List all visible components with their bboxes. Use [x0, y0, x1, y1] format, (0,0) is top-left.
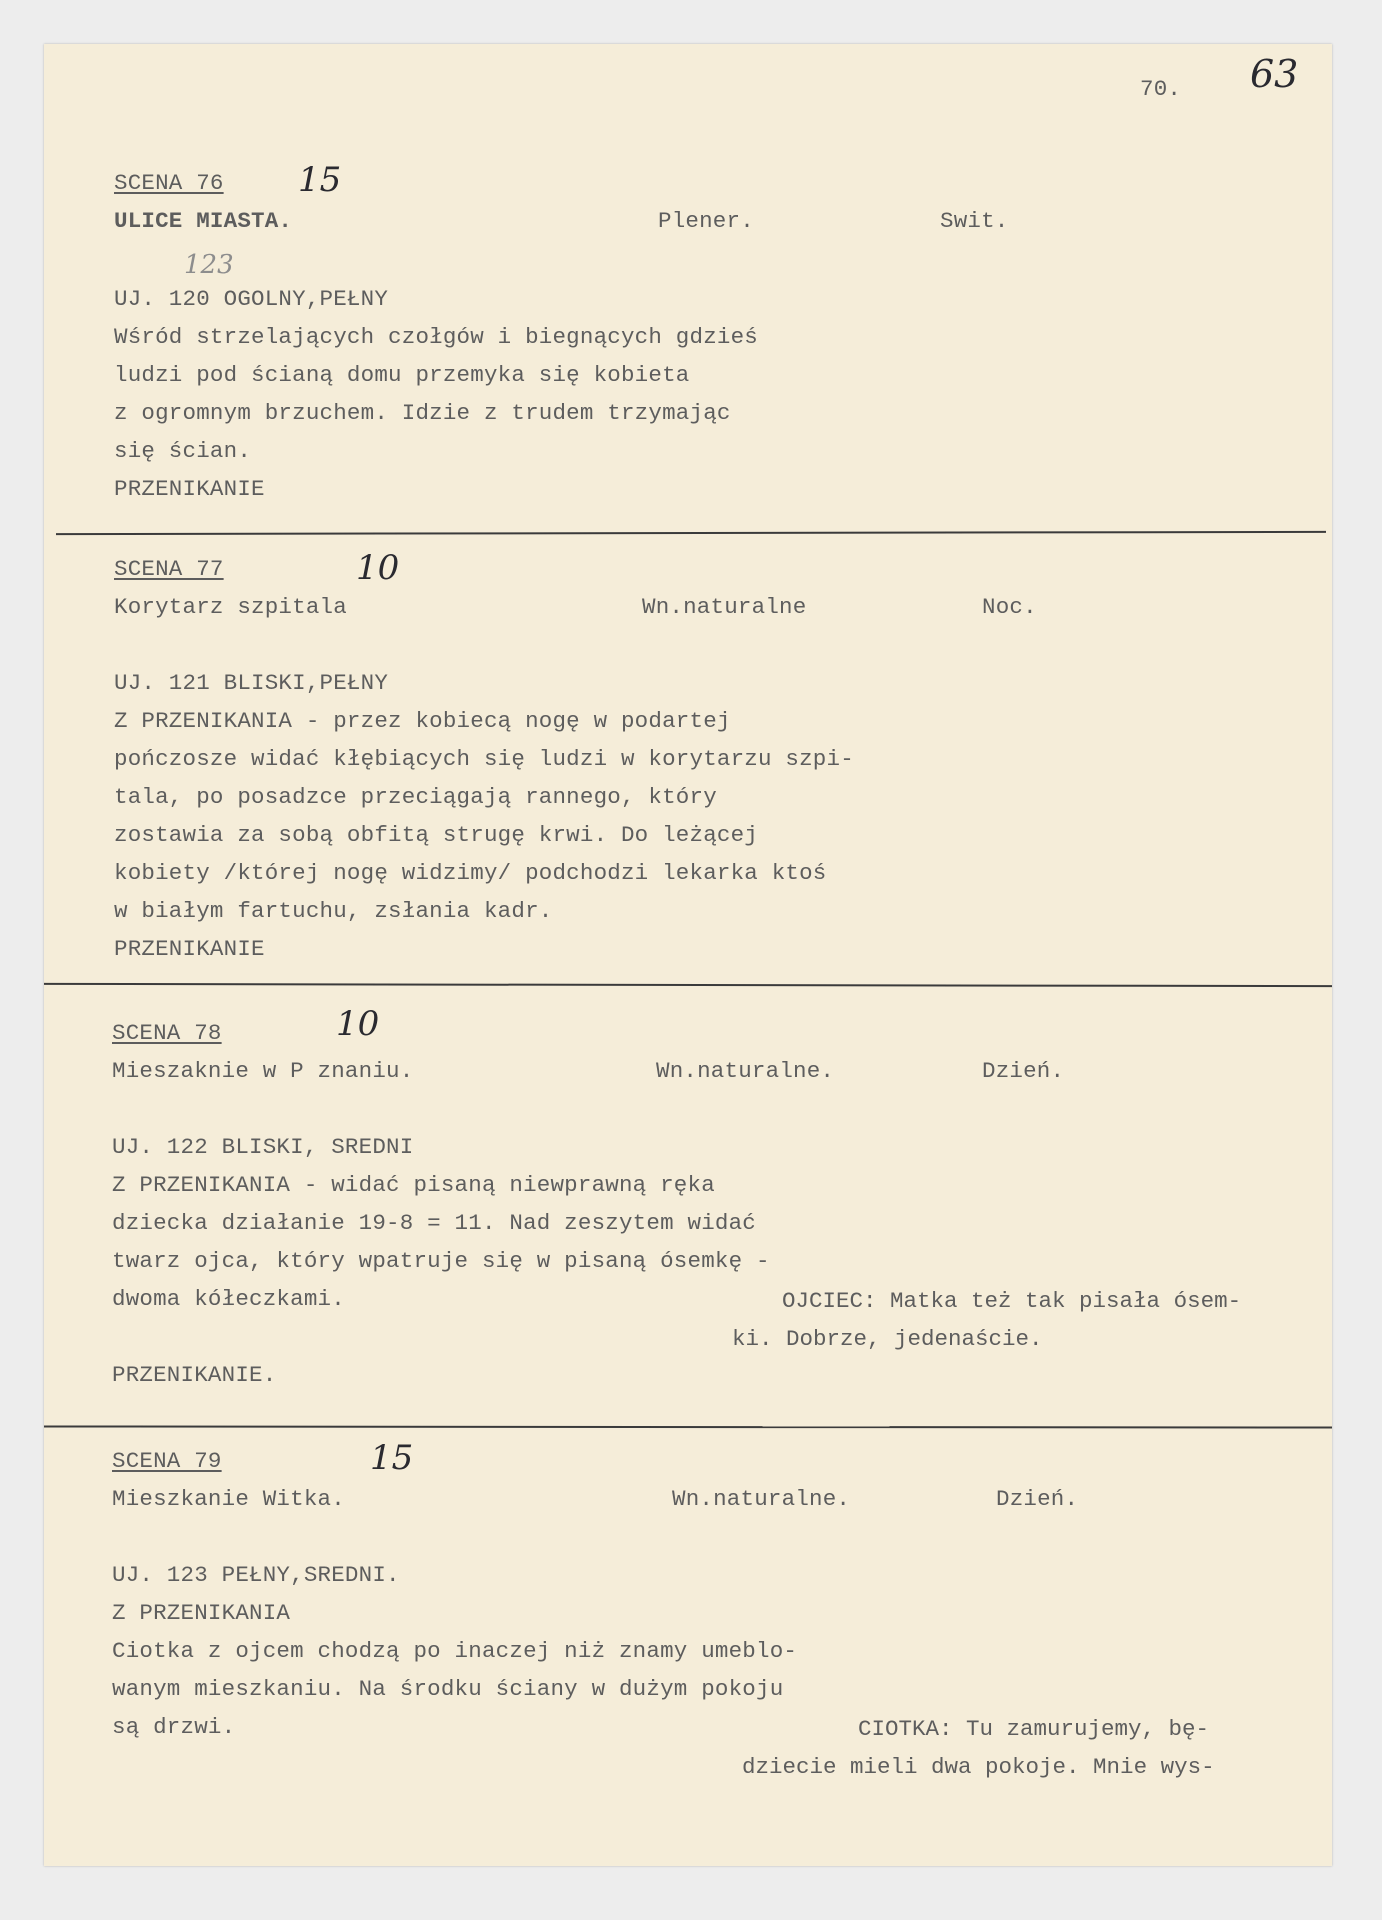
body-line: Ciotka z ojcem chodzą po inaczej niż znamy umeblo-: [112, 1638, 798, 1664]
scene-hand-mark: 10: [356, 548, 400, 588]
scene-hand-mark: 15: [298, 160, 342, 200]
scene-divider: [56, 531, 1326, 535]
scene-label: SCENA 77: [114, 556, 224, 582]
shot-heading: UJ. 121 BLISKI,PEŁNY: [114, 670, 389, 696]
shot-heading: UJ. 123 PEŁNY,SREDNI.: [112, 1562, 400, 1588]
scene-location: Korytarz szpitala: [114, 594, 347, 620]
scene-transition: PRZENIKANIE: [114, 476, 265, 502]
body-line: twarz ojca, który wpatruje się w pisaną ósemkę -: [112, 1248, 770, 1274]
scene-divider: [44, 983, 1332, 987]
scene-transition: PRZENIKANIE: [114, 936, 265, 962]
body-line: Z PRZENIKANIA: [112, 1600, 291, 1626]
body-line: Z PRZENIKANIA - przez kobiecą nogę w podartej: [114, 708, 731, 734]
dialogue-line: ki. Dobrze, jedenaście.: [732, 1326, 1043, 1352]
shot-heading: UJ. 120 OGOLNY,PEŁNY: [114, 286, 389, 312]
scene-time: Swit.: [940, 208, 1009, 234]
body-line: Z PRZENIKANIA - widać pisaną niewprawną ręka: [112, 1172, 715, 1198]
scene-setting: Plener.: [658, 208, 754, 234]
shot-heading: UJ. 122 BLISKI, SREDNI: [112, 1134, 414, 1160]
scene-hand-mark: 15: [370, 1438, 414, 1478]
scene-label: SCENA 76: [114, 170, 224, 196]
scene-location: Mieszkanie Witka.: [112, 1486, 345, 1512]
body-line: się ścian.: [114, 438, 252, 464]
scene-time: Dzień.: [996, 1486, 1079, 1512]
scene-setting: Wn.naturalne: [642, 594, 807, 620]
body-line: tala, po posadzce przeciągają rannego, który: [114, 784, 717, 810]
scene-location: Mieszaknie w P znaniu.: [112, 1058, 414, 1084]
scene-setting: Wn.naturalne.: [656, 1058, 835, 1084]
body-line: w białym fartuchu, zsłania kadr.: [114, 898, 553, 924]
dialogue-line: OJCIEC: Matka też tak pisała ósem-: [782, 1288, 1242, 1314]
scene-time: Noc.: [982, 594, 1037, 620]
body-line: są drzwi.: [112, 1714, 236, 1740]
body-line: zostawia za sobą obfitą strugę krwi. Do leżącej: [114, 822, 759, 848]
typed-page-number: 70.: [1140, 76, 1182, 102]
dialogue-line: dziecie mieli dwa pokoje. Mnie wys-: [742, 1754, 1215, 1780]
body-line: Wśród strzelających czołgów i biegnących gdzieś: [114, 324, 759, 350]
scene-setting: Wn.naturalne.: [672, 1486, 851, 1512]
scene-label: SCENA 78: [112, 1020, 222, 1046]
body-line: ludzi pod ścianą domu przemyka się kobieta: [114, 362, 690, 388]
scene-divider: [44, 1425, 1332, 1428]
handwritten-page-number: 63: [1250, 52, 1299, 96]
body-line: dwoma kółeczkami.: [112, 1286, 345, 1312]
scene-transition: PRZENIKANIE.: [112, 1362, 277, 1388]
body-line: z ogromnym brzuchem. Idzie z trudem trzymając: [114, 400, 731, 426]
typescript-page: [44, 44, 1332, 1866]
scene-label: SCENA 79: [112, 1448, 222, 1474]
shot-handwritten-note: 123: [184, 250, 234, 280]
scene-time: Dzień.: [982, 1058, 1065, 1084]
body-line: dziecka działanie 19-8 = 11. Nad zeszytem widać: [112, 1210, 757, 1236]
body-line: kobiety /której nogę widzimy/ podchodzi lekarka ktoś: [114, 860, 827, 886]
body-line: pończosze widać kłębiących się ludzi w korytarzu szpi-: [114, 746, 854, 772]
body-line: wanym mieszkaniu. Na środku ściany w dużym pokoju: [112, 1676, 784, 1702]
scene-location: ULICE MIASTA.: [114, 208, 293, 234]
scene-hand-mark: 10: [336, 1004, 380, 1044]
dialogue-line: CIOTKA: Tu zamurujemy, bę-: [858, 1716, 1210, 1742]
